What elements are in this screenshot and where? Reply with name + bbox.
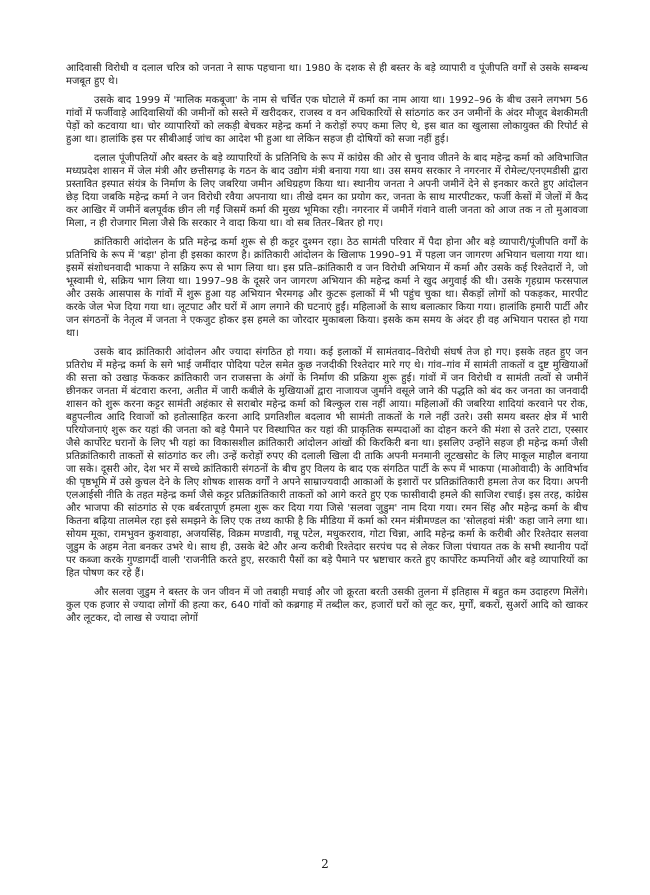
paragraph: आदिवासी विरोधी व दलाल चरित्र को जनता ने साफ पहचाना था। 1980 के दशक से ही बस्तर के बड़े व्यापारी व पूंजीपति वर्गों से उसके सम्बन्ध मजबूत हुए थे।	[66, 63, 588, 87]
paragraph: क्रांतिकारी आंदोलन के प्रति महेन्द्र कर्मा शुरू से ही कट्टर दुश्मन रहा। ठेठ सामंती परिवार में पैदा होना और बड़े व्यापारी/पूंजीपति वर्गों के प्रतिनिधि के रूप में 'बड़ा' होना ही इसका कारण है। क्रांतिकारी आंदोलन के खिलाफ 1990–91 में पहला जन जागरण अभियान चलाया गया था। इसमें संशोधनवादी भाकपा ने सक्रिय रूप से भाग लिया था। इस प्रति–क्रांतिकारी व जन विरोधी अभियान में कर्मा और उसके कई रिश्तेदारों ने, जो भूस्वामी थे, सक्रिय भाग लिया था। 1997–98 के दूसरे जन जागरण अभियान की महेन्द्र कर्मा ने खुद अगुवाई की थी। उसके गृहग्राम फरसपाल और उसके आसपास के गांवों में शुरू हुआ यह अभियान भैरमगढ़ और कुटरू इलाकों में भी पहुंच चुका था। सैकड़ों लोगों को पकड़कर, मारपीट करके जेल भेज दिया गया था। लूटपाट और घरों में आग लगाने की घटनाएं हुईं। महिलाओं के साथ बलात्कार किया गया। हालांकि हमारी पार्टी और जन संगठनों के नेतृत्व में जनता ने एकजुट होकर इस हमले का जोरदार मुकाबला किया। इसके कम समय के अंदर ही वह अभियान परास्त हो गया था।	[66, 237, 588, 339]
paragraph: उसके बाद 1999 में 'मालिक मकबूजा' के नाम से चर्चित एक घोटाले में कर्मा का नाम आया था। 1992–96 के बीच उसने लगभग 56 गांवों में फर्जीवाड़े आदिवासियों की जमीनों को सस्ते में खरीदकर, राजस्व व वन अधिकारियों से सांठगांठ कर उन जमीनों के अंदर मौजूद बेशकीमती पेड़ों को कटवाया था। चोर व्यापारियों को लकड़ी बेचकर महेन्द्र कर्मा ने करोड़ों रुपए कमा लिए थे, इस बात का खुलासा लोकायुक्त की रिपोर्ट से हुआ था। हालांकि इस पर सीबीआई जांच का आदेश भी हुआ था लेकिन सहज ही दोषियों को सजा नहीं हुई।	[66, 95, 588, 145]
paragraph: उसके बाद क्रांतिकारी आंदोलन और ज्यादा संगठित हो गया। कई इलाकों में सामंतवाद–विरोधी संघर्ष तेज हो गए। इसके तहत हुए जन प्रतिरोध में महेन्द्र कर्मा के सगे भाई जमींदार पोदिया पटेल समेत कुछ नजदीकी रिश्तेदार मारे गए थे। गांव–गांव में सामंती ताकतों व दुष्ट मुखियाओं की सत्ता को उखाड़ फेंककर क्रांतिकारी जन राजसत्ता के अंगों के निर्माण की प्रक्रिया शुरू हुई। गांवों में जन विरोधी व सामंती तत्वों से जमीनें छीनकर जनता में बंटवारा करना, अतीत में जारी कबीले के मुखियाओं द्वारा नाजायज जुर्माने वसूले जाने की पद्धति को बंद कर जनता का जनवादी शासन को शुरू करना कट्टर सामंती अहंकार से सराबोर महेन्द्र कर्मा को बिल्कुल रास नहीं आया। महिलाओं की जबरिया शादियां करवाने पर रोक, बहुपत्नीत्व आदि रिवाजों को हतोत्साहित करना आदि प्रगतिशील बदलाव भी सामंती ताकतों के गले नहीं उतरे। उसी समय बस्तर क्षेत्र में भारी परियोजनाएं शुरू कर यहां की जनता को बड़े पैमाने पर विस्थापित कर यहां की प्राकृतिक सम्पदाओं का दोहन करने की मंशा से उतरे टाटा, एस्सार जैसे कार्पोरेट घरानों के लिए भी यहां का विकासशील क्रांतिकारी आंदोलन आंखों की किरकिरी बना था। इसलिए उन्होंने सहज ही महेन्द्र कर्मा जैसी प्रतिक्रांतिकारी ताकतों से सांठगांठ कर ली। उन्हें करोड़ों रुपए की दलाली खिला दी ताकि अपनी मनमानी लूटखसोट के लिए माकूल माहौल बनाया जा सके। दूसरी ओर, देश भर में सच्चे क्रांतिकारी संगठनों के बीच हुए विलय के बाद एक संगठित पार्टी के रूप में भाकपा (माओवादी) के आविर्भाव की पृष्ठभूमि में उसे कुचल देने के लिए शोषक शासक वर्गों ने अपने साम्राज्यवादी आकाओं के इशारों पर प्रतिक्रांतिकारी हमला तेज कर दिया। अपनी एलआईसी नीति के तहत महेन्द्र कर्मा जैसे कट्टर प्रतिक्रांतिकारी ताकतों को आगे करते हुए एक फासीवादी हमले की साजिश रचाई। इस तरह, कांग्रेस और भाजपा की सांठगांठ से एक बर्बरतापूर्ण हमला शुरू कर दिया गया जिसे 'सलवा जुडुम' नाम दिया गया। रमन सिंह और महेन्द्र कर्मा के बीच कितना बढ़िया तालमेल रहा इसे समझने के लिए एक तथ्य काफी है कि मीडिया में कर्मा को रमन मंत्रीमण्डल का 'सोलहवां मंत्री' कहा जाने लगा था। सोयम मूका, रामभुवन कुशवाहा, अजयसिंह, विक्रम मण्डावी, गन्नू पटेल, मधुकरराव, गोटा चिन्ना, आदि महेन्द्र कर्मा के करीबी और रिश्तेदार सलवा जुडुम के अहम नेता बनकर उभरे थे। साथ ही, उसके बेटे और अन्य करीबी रिश्तेदार सरपंच पद से लेकर जिला पंचायत तक के सभी स्थानीय पदों पर कब्जा करके गुण्डागर्दी वाली 'राजनीति करते हुए, सरकारी पैसों का बड़े पैमाने पर भ्रष्टाचार करते हुए कार्पोरेट कम्पनियों और बड़े व्यापारियों का हित पोषण कर रहे हैं।	[66, 347, 588, 579]
document-page	[66, 62, 588, 631]
page-number: 2	[321, 857, 329, 871]
paragraph: और सलवा जुडुम ने बस्तर के जन जीवन में जो तबाही मचाई और जो क्रूरता बरती उसकी तुलना में इतिहास में बहुत कम उदाहरण मिलेंगे। कुल एक हजार से ज्यादा लोगों की हत्या कर, 640 गांवों को कब्रगाह में तब्दील कर, हजारों घरों को लूट कर, मुर्गों, बकरों, सुअरों आदि को खाकर और लूटकर, दो लाख से ज्यादा लोगों	[66, 587, 588, 624]
paragraph: दलाल पूंजीपतियों और बस्तर के बड़े व्यापारियों के प्रतिनिधि के रूप में कांग्रेस की ओर से चुनाव जीतने के बाद महेन्द्र कर्मा को अविभाजित मध्यप्रदेश शासन में जेल मंत्री और छत्तीसगढ़ के गठन के बाद उद्योग मंत्री बनाया गया था। उस समय सरकार ने नगरनार में रोमेल्ट/एनएमडीसी द्वारा प्रस्तावित इस्पात संयंत्र के निर्माण के लिए जबरिया जमीन अधिग्रहण किया था। स्थानीय जनता ने अपनी जमीनें देने से इनकार करते हुए आंदोलन छेड़ दिया जबकि महेन्द्र कर्मा ने जन विरोधी रवैया अपनाया था। तीखे दमन का प्रयोग कर, जनता के साथ मारपीटकर, फर्जी केसों में जेलों में कैद कर आखिर में जमीनें बलपूर्वक छीन ली गईं जिसमें कर्मा की मुख्य भूमिका रही। नगरनार में जमीनें गंवाने वाली जनता को आज तक न तो मुआवजा मिला, न ही रोजगार मिला जैसे कि सरकार ने वादा किया था। वो सब तितर–बितर हो गए।	[66, 153, 588, 229]
